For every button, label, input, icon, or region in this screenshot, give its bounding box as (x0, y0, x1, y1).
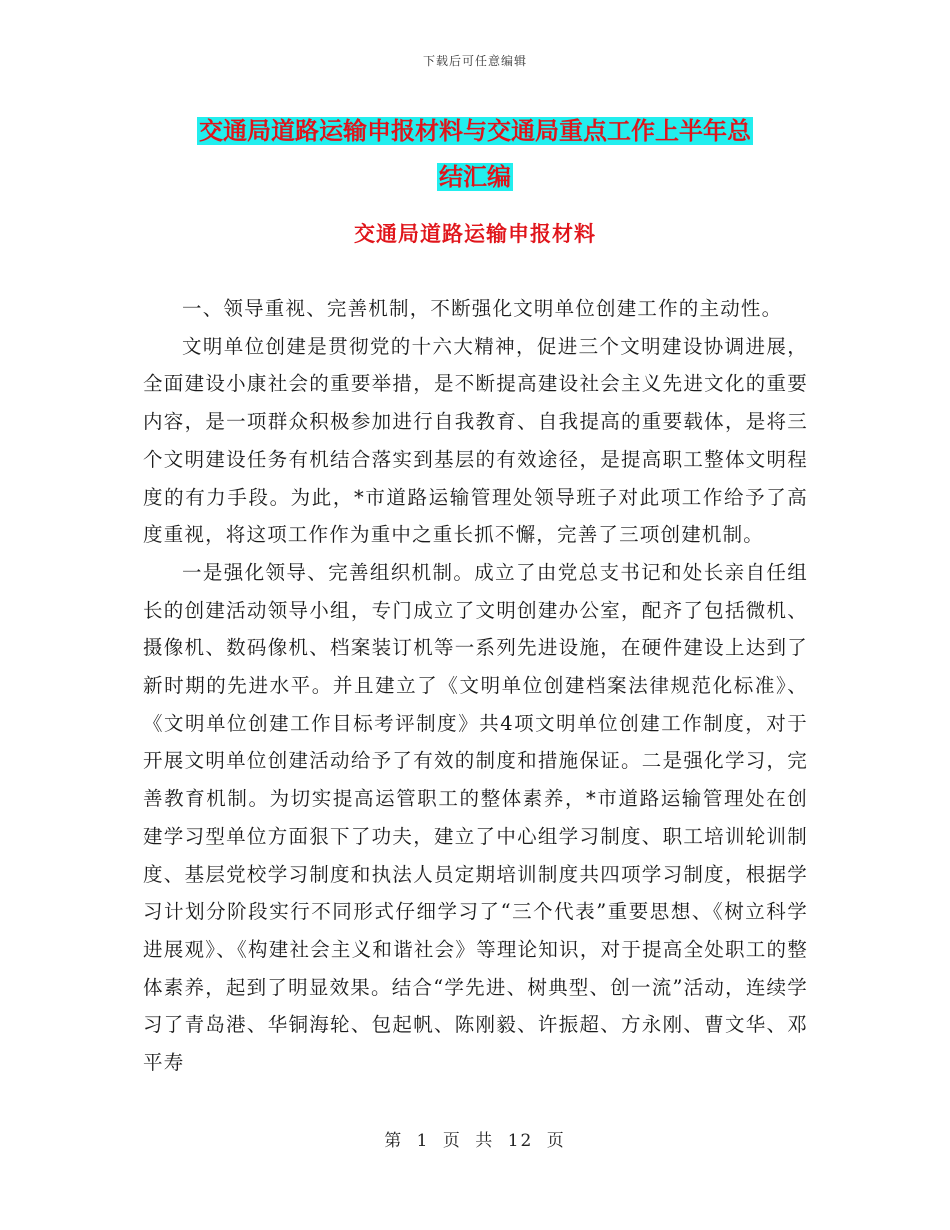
document-title-line-1: 交通局道路运输申报材料与交通局重点工作上半年总 (199, 117, 751, 145)
paragraph: 一是强化领导、完善组织机制。成立了由党总支书记和处长亲自任组长的创建活动领导小组，专门成立了文明创建办公室，配齐了包括微机、摄像机、数码像机、档案装订机等一系列先进设施，在硬件建设上达到了新时期的先进水平。并且建立了《文明单位创建档案法律规范化标准》、《文明单位创建工作目标考评制度》共4项文明单位创建工作制度，对于开展文明单位创建活动给予了有效的制度和措施保证。二是强化学习，完善教育机制。为切实提高运管职工的整体素养，*市道路运输管理处在创建学习型单位方面狠下了功夫，建立了中心组学习制度、职工培训轮训制度、基层党校学习制度和执法人员定期培训制度共四项学习制度，根据学习计划分阶段实行不同形式仔细学习了“三个代表”重要思想、《树立科学进展观》、《构建社会主义和谐社会》等理论知识，对于提高全处职工的整体素养，起到了明显效果。结合“学先进、树典型、创一流”活动，连续学习了青岛港、华铜海轮、包起帆、陈刚毅、许振超、方永刚、曹文华、邓平寿 (143, 560, 808, 1075)
page-header-note: 下载后可任意编辑 (422, 54, 527, 68)
section-title: 交通局道路运输申报材料 (354, 222, 596, 246)
document-title (0, 108, 950, 200)
page-number-footer: 第 1 页 共 12 页 (384, 1131, 566, 1151)
paragraph-heading-1: 一、领导重视、完善机制，不断强化文明单位创建工作的主动性。 (182, 297, 783, 320)
document-title-line-2: 结汇编 (439, 163, 511, 191)
document-body (143, 290, 808, 1082)
paragraph: 文明单位创建是贯彻党的十六大精神，促进三个文明建设协调进展，全面建设小康社会的重要举措，是不断提高建设社会主义先进文化的重要内容，是一项群众积极参加进行自我教育、自我提高的重要载体，是将三个文明建设任务有机结合落实到基层的有效途径，是提高职工整体文明程度的有力手段。为此，*市道路运输管理处领导班子对此项工作给予了高度重视，将这项工作作为重中之重长抓不懈，完善了三项创建机制。 (143, 334, 808, 547)
